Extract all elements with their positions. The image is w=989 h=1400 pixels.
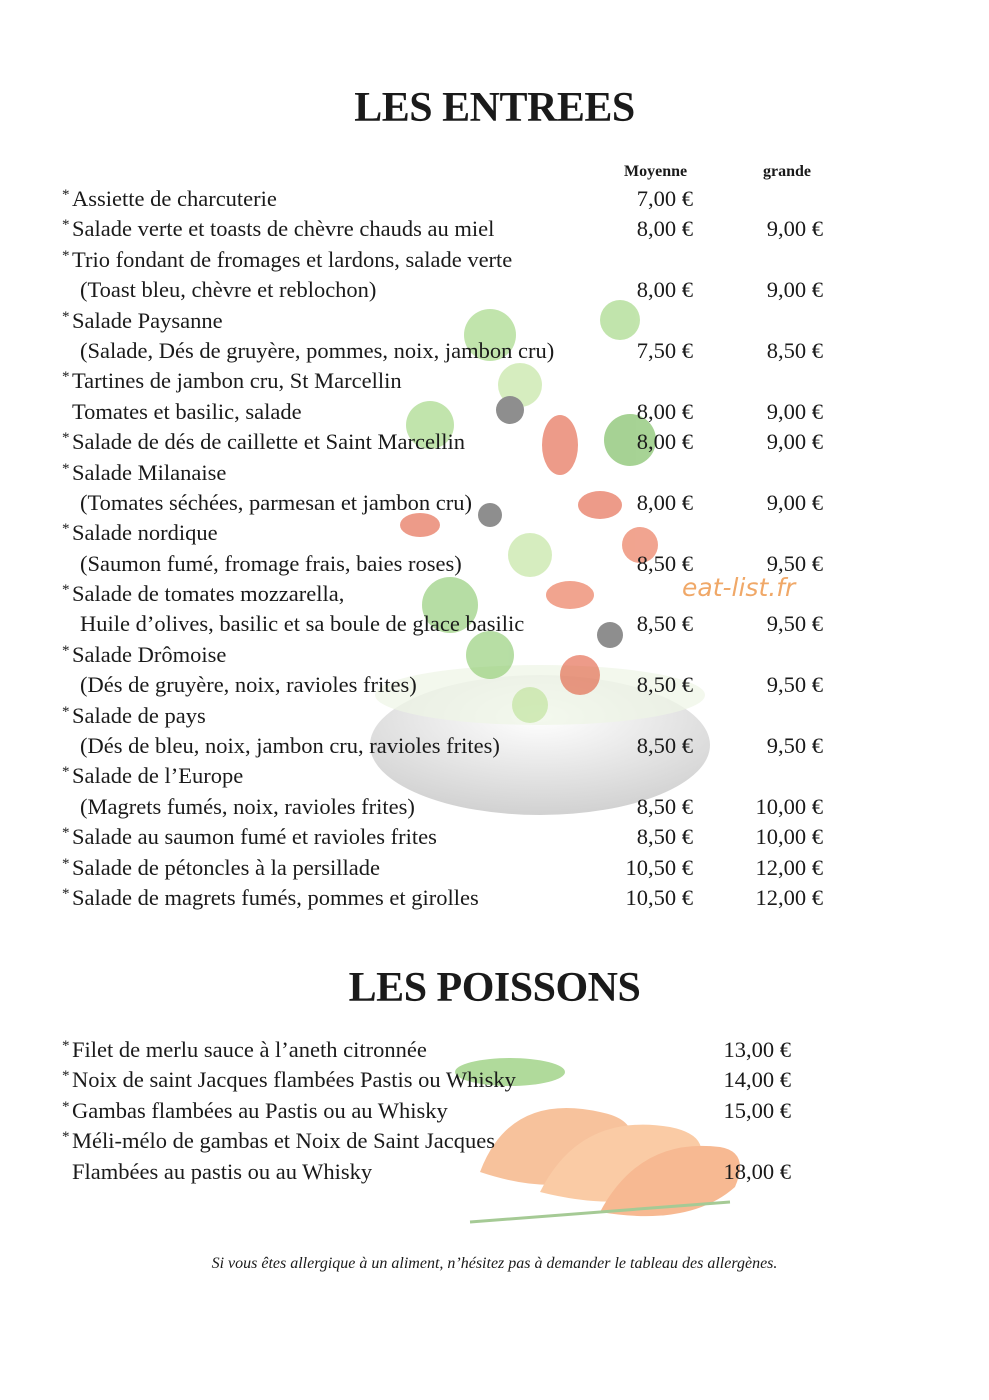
price-large: 9,50 € — [766, 550, 823, 576]
price-medium: 8,50 € — [636, 793, 693, 819]
price-medium: 8,50 € — [636, 733, 693, 759]
price-medium: 8,50 € — [636, 611, 693, 637]
menu-item-detail — [0, 275, 989, 305]
item-label: Salade Drômoise — [72, 641, 227, 667]
star-marker: * — [62, 1038, 70, 1054]
item-label: (Dés de gruyère, noix, ravioles frites) — [80, 672, 417, 698]
menu-item — [0, 366, 989, 396]
price-medium: 10,50 € — [625, 884, 693, 910]
section-title-entrees: LES ENTREES — [354, 85, 635, 131]
menu-item-detail — [0, 1157, 989, 1187]
item-label: Tartines de jambon cru, St Marcellin — [72, 368, 402, 394]
star-marker: * — [62, 1098, 70, 1115]
menu-item — [0, 1065, 989, 1095]
menu-item-detail — [0, 336, 989, 366]
price-medium: 7,00 € — [636, 186, 693, 211]
column-header-grande: grande — [763, 163, 811, 180]
menu-item-detail — [0, 670, 989, 700]
item-label: Salade Milanaise — [72, 459, 227, 485]
item-label: (Toast bleu, chèvre et reblochon) — [80, 277, 377, 303]
item-label: (Magrets fumés, noix, ravioles frites) — [80, 793, 415, 819]
star-marker: * — [62, 703, 70, 720]
item-label: Tomates et basilic, salade — [72, 398, 302, 424]
menu-item — [0, 214, 989, 244]
menu-item — [0, 761, 989, 791]
menu-item — [0, 640, 989, 670]
item-label: Salade de tomates mozzarella, — [72, 581, 345, 607]
star-marker: * — [62, 642, 70, 659]
price-large: 10,00 € — [755, 824, 823, 850]
section-title-poissons: LES POISSONS — [348, 965, 641, 1011]
menu-item — [0, 306, 989, 336]
price-medium: 8,50 € — [636, 672, 693, 698]
price-large: 9,00 € — [766, 489, 823, 515]
star-marker: * — [62, 855, 70, 872]
price-large: 9,50 € — [766, 672, 823, 698]
item-label: Salade Paysanne — [72, 307, 223, 333]
price-large: 9,00 € — [766, 398, 823, 424]
item-label: Salade de magrets fumés, pommes et girolles — [72, 884, 479, 910]
item-label: (Salade, Dés de gruyère, pommes, noix, jambon cru) — [80, 337, 555, 363]
star-marker: * — [62, 217, 70, 234]
price-large: 12,00 € — [755, 884, 823, 910]
star-marker: * — [62, 764, 70, 781]
item-label: Salade de l’Europe — [72, 763, 244, 789]
item-label: Gambas flambées au Pastis ou au Whisky — [72, 1097, 448, 1123]
item-label: Salade de pétoncles à la persillade — [72, 854, 380, 880]
item-label: Huile d’olives, basilic et sa boule de glace basilic — [80, 611, 525, 637]
menu-item — [0, 458, 989, 488]
menu-item — [0, 822, 989, 852]
item-label: Assiette de charcuterie — [72, 186, 277, 211]
price-large: 9,50 € — [766, 611, 823, 637]
price-medium: 8,00 € — [636, 429, 693, 455]
price-large: 9,00 € — [766, 429, 823, 455]
allergen-footnote: Si vous êtes allergique à un aliment, n’hésitez pas à demander le tableau des allergènes. — [211, 1255, 778, 1272]
item-label: Méli-mélo de gambas et Noix de Saint Jacques — [72, 1128, 496, 1154]
menu-item — [0, 1035, 989, 1065]
price: 18,00 € — [723, 1158, 791, 1184]
item-label: Salade verte et toasts de chèvre chauds au miel — [72, 216, 495, 242]
menu-item-detail — [0, 792, 989, 822]
star-marker: * — [62, 521, 70, 538]
price-large: 9,00 € — [766, 277, 823, 303]
menu-item — [0, 1126, 989, 1156]
star-marker: * — [62, 1068, 70, 1085]
menu-item — [0, 883, 989, 913]
star-marker: * — [62, 1129, 70, 1146]
item-label: (Saumon fumé, fromage frais, baies roses) — [80, 550, 462, 576]
price-medium: 8,00 € — [636, 489, 693, 515]
column-header-moyenne: Moyenne — [624, 163, 688, 180]
item-label: Salade au saumon fumé et ravioles frites — [72, 824, 437, 850]
menu-item — [0, 184, 989, 214]
menu-item-detail — [0, 488, 989, 518]
watermark: eat-list.fr — [682, 573, 796, 602]
menu-item — [0, 427, 989, 457]
price-large: 9,00 € — [766, 216, 823, 242]
item-label: Salade nordique — [72, 520, 218, 546]
item-label: Filet de merlu sauce à l’aneth citronnée — [72, 1037, 427, 1062]
item-label: Trio fondant de fromages et lardons, salade verte — [72, 246, 513, 272]
price-medium: 8,50 € — [636, 550, 693, 576]
menu-item — [0, 853, 989, 883]
menu-item — [0, 245, 989, 275]
item-label: Noix de saint Jacques flambées Pastis ou Whisky — [72, 1067, 516, 1093]
star-marker: * — [62, 582, 70, 599]
menu-item-detail — [0, 731, 989, 761]
price-medium: 8,00 € — [636, 216, 693, 242]
price-medium: 8,00 € — [636, 398, 693, 424]
price-large: 8,50 € — [766, 337, 823, 363]
menu-item — [0, 1096, 989, 1126]
menu-item — [0, 701, 989, 731]
star-marker: * — [62, 430, 70, 447]
menu-item-detail — [0, 609, 989, 639]
price-large: 9,50 € — [766, 733, 823, 759]
star-marker: * — [62, 885, 70, 902]
star-marker: * — [62, 369, 70, 386]
menu-item-detail — [0, 397, 989, 427]
item-label: Salade de dés de caillette et Saint Marcellin — [72, 429, 465, 455]
entrees-list — [0, 184, 989, 913]
item-label: (Dés de bleu, noix, jambon cru, ravioles frites) — [80, 733, 500, 759]
price: 14,00 € — [723, 1067, 791, 1093]
star-marker: * — [62, 187, 70, 203]
item-label: (Tomates séchées, parmesan et jambon cru) — [80, 489, 473, 515]
item-label: Flambées au pastis ou au Whisky — [72, 1158, 373, 1184]
menu-item — [0, 518, 989, 548]
price-medium: 10,50 € — [625, 854, 693, 880]
price-large: 10,00 € — [755, 793, 823, 819]
star-marker: * — [62, 825, 70, 842]
price-large: 12,00 € — [755, 854, 823, 880]
star-marker: * — [62, 460, 70, 477]
price-medium: 8,50 € — [636, 824, 693, 850]
price-medium: 8,00 € — [636, 277, 693, 303]
price: 13,00 € — [723, 1037, 791, 1062]
menu-item — [0, 579, 989, 609]
menu-item-detail — [0, 549, 989, 579]
price: 15,00 € — [723, 1097, 791, 1123]
item-label: Salade de pays — [72, 702, 206, 728]
star-marker: * — [62, 247, 70, 264]
star-marker: * — [62, 308, 70, 325]
price-medium: 7,50 € — [636, 337, 693, 363]
poissons-list — [0, 1035, 989, 1187]
